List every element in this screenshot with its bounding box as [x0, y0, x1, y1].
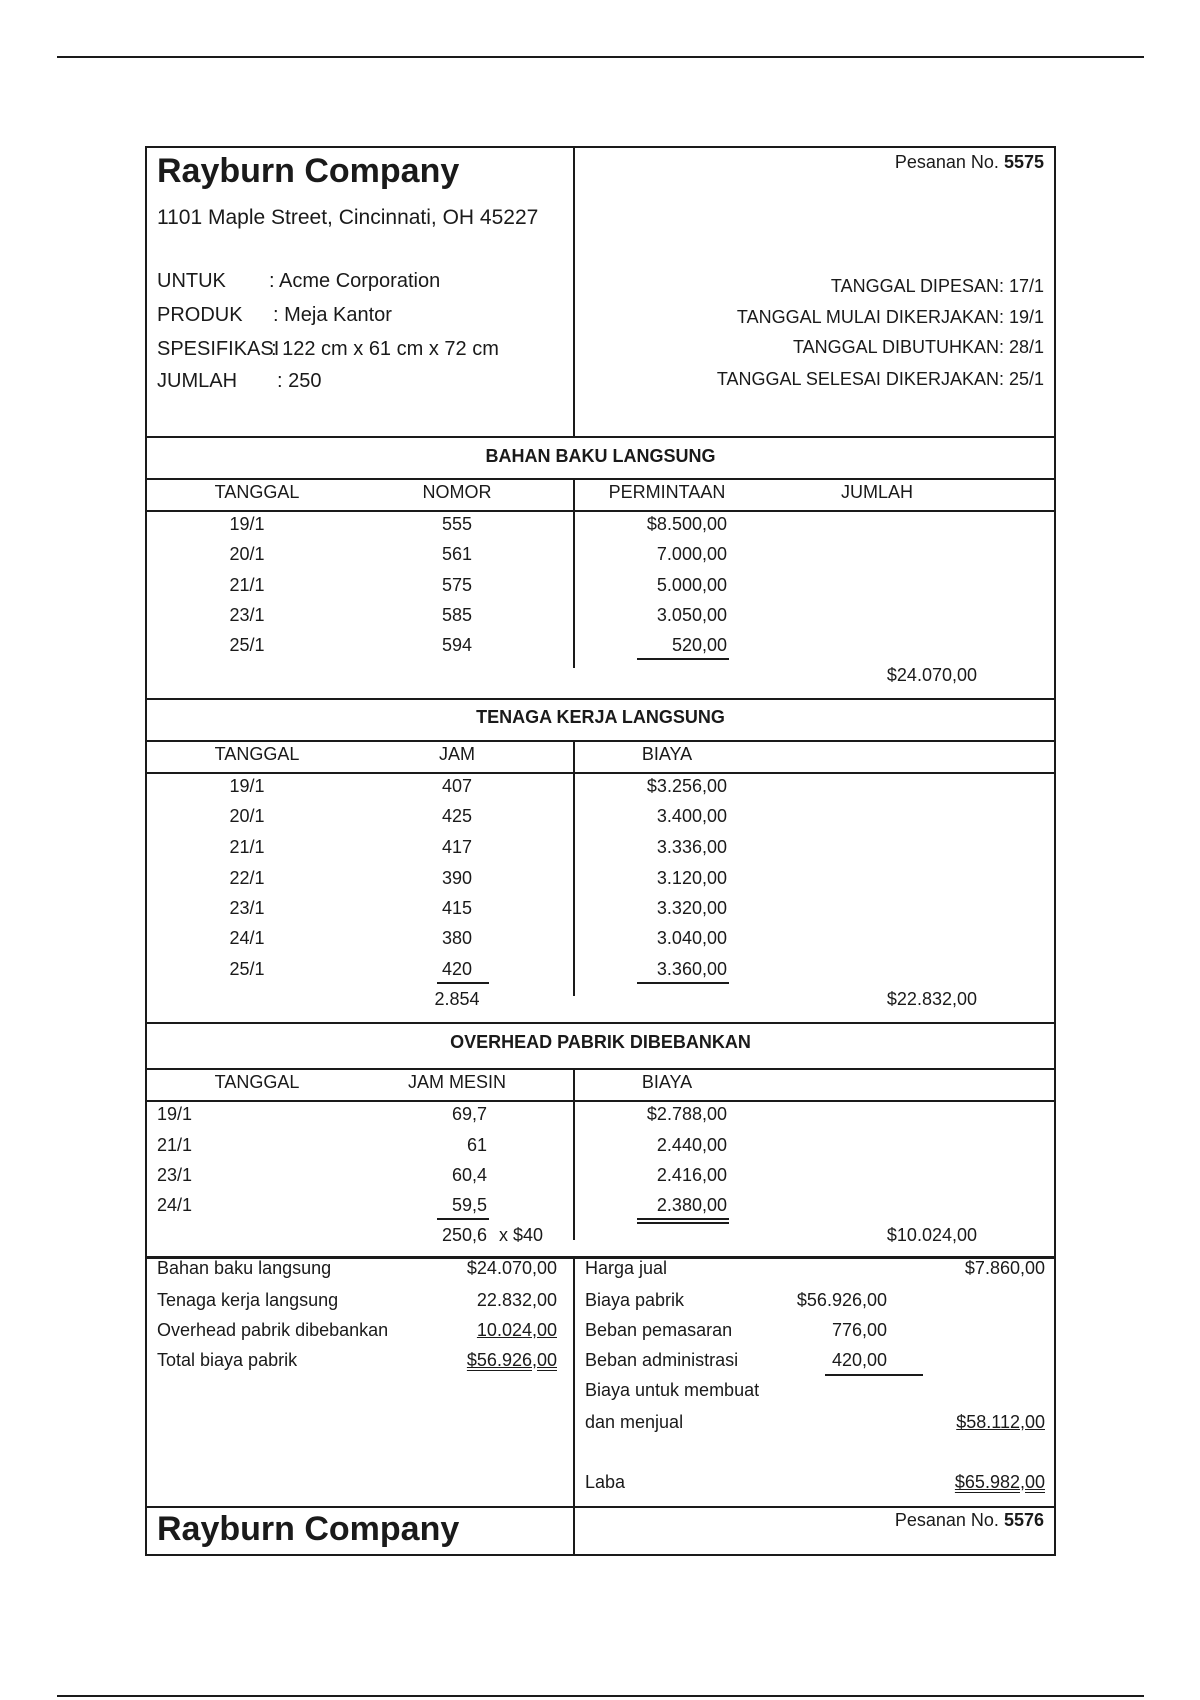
labor-cost: 3.336,00 [656, 837, 727, 857]
divider [147, 1506, 1054, 1508]
summary-label: Overhead pabrik dibebankan [157, 1320, 389, 1340]
company-address: 1101 Maple Street, Cincinnati, OH 45227 [157, 206, 539, 229]
divider [147, 436, 1054, 438]
materials-header-jumlah: JUMLAH [840, 482, 913, 502]
overhead-cost: 2.440,00 [656, 1135, 727, 1155]
subtotal-double-underline [637, 1222, 729, 1224]
subtotal-underline [637, 982, 729, 984]
materials-amount: 520,00 [671, 635, 727, 655]
overhead-date: 19/1 [157, 1104, 193, 1124]
summary-label: Tenaga kerja langsung [157, 1290, 339, 1310]
order-number-value: 5575 [1003, 152, 1044, 172]
next-order-number [895, 1510, 1044, 1531]
hours-underline [437, 982, 489, 984]
date-required: TANGGAL DIBUTUHKAN: 28/1 [792, 337, 1044, 357]
divider [147, 1068, 1054, 1070]
divider [147, 478, 1054, 480]
labor-date: 21/1 [229, 837, 265, 857]
produk-value: : Meja Kantor [273, 304, 392, 326]
materials-divider [573, 478, 575, 668]
overhead-title: OVERHEAD PABRIK DIBEBANKAN [450, 1032, 751, 1052]
beban-admin-label: Beban administrasi [585, 1350, 739, 1370]
overhead-cost: $2.788,00 [646, 1104, 727, 1124]
materials-amount: 5.000,00 [656, 575, 727, 595]
overhead-total-hours: 250,6 [441, 1225, 487, 1245]
labor-date: 24/1 [229, 928, 265, 948]
materials-date: 20/1 [229, 544, 265, 564]
order-number-label: Pesanan No. [894, 152, 999, 172]
overhead-header-tanggal: TANGGAL [214, 1072, 300, 1092]
labor-cost: 3.320,00 [656, 898, 727, 918]
materials-amount: 7.000,00 [656, 544, 727, 564]
next-order-value: 5576 [1003, 1510, 1044, 1530]
biaya-membuat-label-line1: Biaya untuk membuat [585, 1380, 760, 1400]
summary-label: Total biaya pabrik [157, 1350, 298, 1370]
labor-cost: 3.400,00 [656, 806, 727, 826]
overhead-date: 21/1 [157, 1135, 193, 1155]
overhead-date: 24/1 [157, 1195, 193, 1215]
overhead-hours: 69,7 [451, 1104, 487, 1124]
divider [147, 1022, 1054, 1024]
materials-date: 25/1 [229, 635, 265, 655]
labor-date: 23/1 [229, 898, 265, 918]
labor-cost: 3.040,00 [656, 928, 727, 948]
spesifikasi-value: : 122 cm x 61 cm x 72 cm [271, 338, 499, 360]
materials-number: 575 [441, 575, 473, 595]
labor-hours: 390 [441, 868, 473, 888]
divider [147, 1100, 1054, 1102]
biaya-membuat-label-line2: dan menjual [585, 1412, 684, 1432]
divider [147, 740, 1054, 742]
materials-header-tanggal: TANGGAL [214, 482, 300, 502]
untuk-label: UNTUK [157, 270, 226, 292]
next-company-name: Rayburn Company [157, 1510, 460, 1548]
summary-value: $24.070,00 [466, 1258, 557, 1278]
overhead-header-biaya: BIAYA [641, 1072, 693, 1092]
overhead-hours: 60,4 [451, 1165, 487, 1185]
laba-value: $65.982,00 [954, 1472, 1045, 1492]
labor-hours: 415 [441, 898, 473, 918]
materials-number: 585 [441, 605, 473, 625]
subtotal-underline [637, 1218, 729, 1220]
date-completed: TANGGAL SELESAI DIKERJAKAN: 25/1 [716, 369, 1044, 389]
overhead-total: $10.024,00 [886, 1225, 977, 1245]
labor-date: 19/1 [229, 776, 265, 796]
untuk-value: : Acme Corporation [269, 270, 441, 292]
beban-admin-value: 420,00 [831, 1350, 887, 1370]
overhead-cost: 2.416,00 [656, 1165, 727, 1185]
date-started: TANGGAL MULAI DIKERJAKAN: 19/1 [736, 307, 1044, 327]
date-ordered: TANGGAL DIPESAN: 17/1 [830, 276, 1044, 296]
summary-label: Bahan baku langsung [157, 1258, 332, 1278]
order-number [895, 152, 1044, 173]
labor-hours: 407 [441, 776, 473, 796]
overhead-rate: x $40 [499, 1225, 544, 1245]
materials-date: 19/1 [229, 514, 265, 534]
spesifikasi-label: SPESIFIKASI [157, 338, 280, 360]
labor-header-biaya: BIAYA [641, 744, 693, 764]
materials-number: 594 [441, 635, 473, 655]
jumlah-value: : 250 [277, 370, 322, 392]
header-divider [573, 148, 575, 436]
materials-amount: 3.050,00 [656, 605, 727, 625]
labor-cost: 3.120,00 [656, 868, 727, 888]
subtotal-underline [637, 658, 729, 660]
labor-hours: 425 [441, 806, 473, 826]
materials-date: 23/1 [229, 605, 265, 625]
labor-date: 22/1 [229, 868, 265, 888]
labor-cost: 3.360,00 [656, 959, 727, 979]
summary-value: 22.832,00 [476, 1290, 557, 1310]
labor-date: 20/1 [229, 806, 265, 826]
laba-label: Laba [585, 1472, 626, 1492]
labor-hours: 380 [441, 928, 473, 948]
materials-number: 561 [441, 544, 473, 564]
produk-label: PRODUK [157, 304, 243, 326]
divider [147, 772, 1054, 774]
divider [147, 698, 1054, 700]
materials-total: $24.070,00 [886, 665, 977, 685]
job-order-cost-sheet [145, 146, 1056, 1556]
top-rule [57, 56, 1144, 58]
labor-hours: 417 [441, 837, 473, 857]
overhead-cost: 2.380,00 [656, 1195, 727, 1215]
labor-date: 25/1 [229, 959, 265, 979]
beban-pemasaran-label: Beban pemasaran [585, 1320, 733, 1340]
company-name: Rayburn Company [157, 152, 460, 190]
jumlah-label: JUMLAH [157, 370, 238, 392]
summary-split [573, 1259, 575, 1507]
hours-underline [437, 1218, 489, 1220]
labor-header-tanggal: TANGGAL [214, 744, 300, 764]
overhead-hours: 61 [466, 1135, 487, 1155]
labor-divider [573, 740, 575, 996]
harga-jual-label: Harga jual [585, 1258, 668, 1278]
overhead-date: 23/1 [157, 1165, 193, 1185]
overhead-divider [573, 1068, 575, 1240]
materials-amount: $8.500,00 [646, 514, 727, 534]
next-divider [573, 1506, 575, 1554]
biaya-membuat-value: $58.112,00 [956, 1412, 1045, 1432]
labor-header-jam: JAM [439, 744, 475, 764]
summary-value: 10.024,00 [476, 1320, 557, 1340]
labor-total-hours: 2.854 [434, 989, 480, 1009]
summary-total-value: $56.926,00 [466, 1350, 557, 1370]
materials-number: 555 [441, 514, 473, 534]
biaya-pabrik-value: $56.926,00 [796, 1290, 887, 1310]
labor-cost: $3.256,00 [646, 776, 727, 796]
overhead-header-jam-mesin: JAM MESIN [407, 1072, 506, 1092]
harga-jual-value: $7.860,00 [964, 1258, 1045, 1278]
next-order-label: Pesanan No. [894, 1510, 999, 1530]
labor-total: $22.832,00 [886, 989, 977, 1009]
bottom-rule [57, 1695, 1144, 1697]
materials-title: BAHAN BAKU LANGSUNG [485, 446, 716, 466]
materials-date: 21/1 [229, 575, 265, 595]
expense-underline [825, 1374, 923, 1376]
materials-header-nomor: NOMOR [422, 482, 492, 502]
overhead-hours: 59,5 [451, 1195, 487, 1215]
beban-pemasaran-value: 776,00 [831, 1320, 887, 1340]
materials-header-permintaan: PERMINTAAN [608, 482, 726, 502]
labor-title: TENAGA KERJA LANGSUNG [476, 707, 725, 727]
divider [147, 510, 1054, 512]
biaya-pabrik-label: Biaya pabrik [585, 1290, 685, 1310]
labor-hours: 420 [441, 959, 473, 979]
